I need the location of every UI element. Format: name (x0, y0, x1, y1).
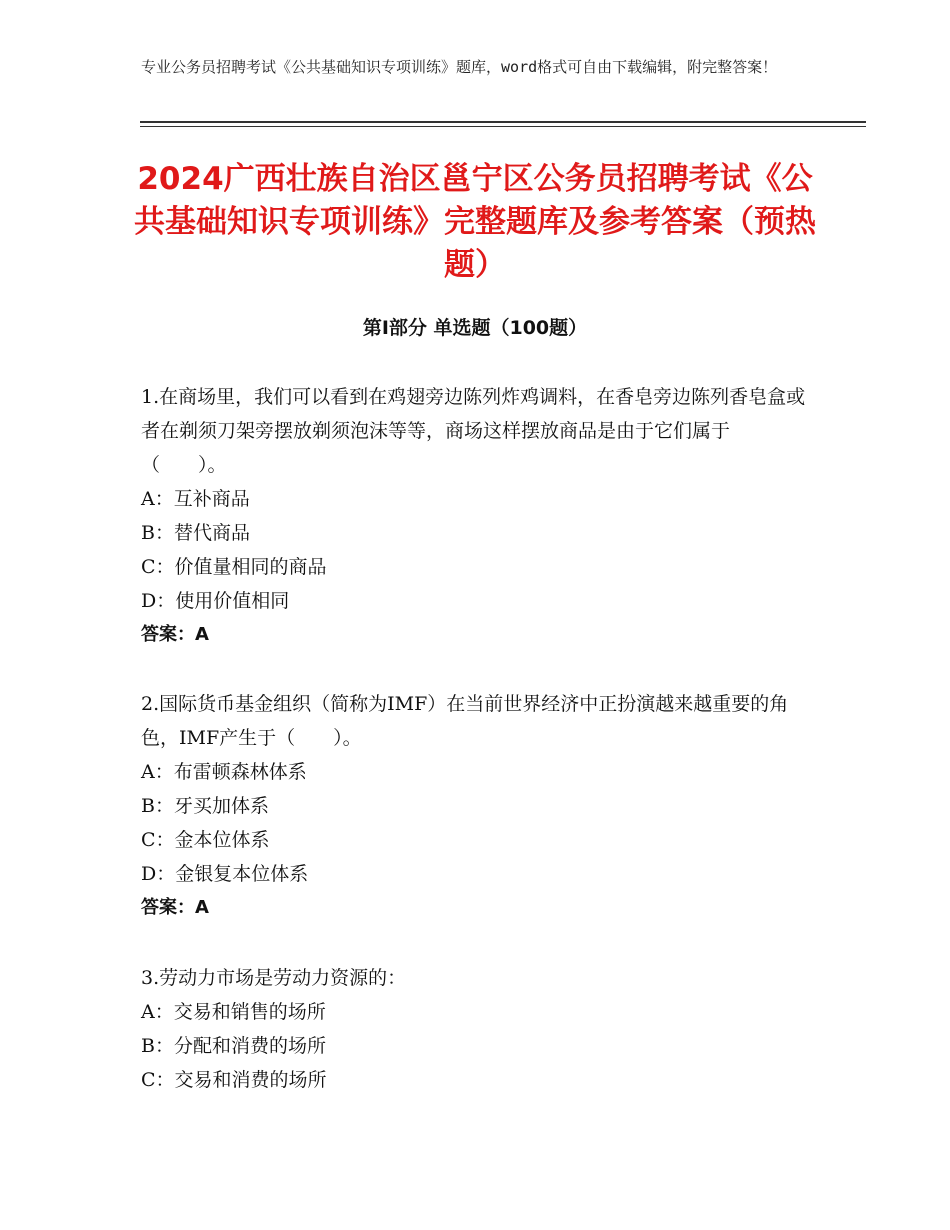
option-b: B：替代商品 (141, 522, 250, 544)
option-a: A：布雷顿森林体系 (141, 761, 307, 783)
question-stem: 1.在商场里，我们可以看到在鸡翅旁边陈列炸鸡调料，在香皂旁边陈列香皂盒或者在剃须刀架旁摆放剃须泡沫等等，商场这样摆放商品是由于它们属于（ ）。 (141, 386, 806, 476)
question-stem: 2.国际货币基金组织（简称为IMF）在当前世界经济中正扮演越来越重要的角色，IMF产生于（ ）。 (141, 693, 789, 749)
question-1 (141, 380, 811, 652)
option-b: B：分配和消费的场所 (141, 1035, 326, 1057)
question-stem: 3.劳动力市场是劳动力资源的： (141, 967, 407, 989)
option-c: C：交易和消费的场所 (141, 1069, 327, 1091)
answer-line: 答案：A (141, 624, 209, 645)
option-b: B：牙买加体系 (141, 795, 269, 817)
option-a: A：交易和销售的场所 (141, 1001, 326, 1023)
document-title: 2024广西壮族自治区邕宁区公务员招聘考试《公共基础知识专项训练》完整题库及参考答案（预热题） (134, 161, 816, 283)
question-3 (141, 961, 811, 1097)
option-c: C：金本位体系 (141, 829, 270, 851)
option-d: D：使用价值相同 (141, 590, 290, 612)
header-rule-thin (140, 126, 866, 127)
answer-line: 答案：A (141, 897, 209, 918)
option-a: A：互补商品 (141, 488, 250, 510)
header-rule-thick (140, 121, 866, 123)
header-note: 专业公务员招聘考试《公共基础知识专项训练》题库，word格式可自由下载编辑，附完整答案！ (141, 58, 778, 76)
question-2 (141, 687, 811, 925)
section-title: 第Ⅰ部分 单选题（100题） (362, 317, 588, 339)
option-d: D：金银复本位体系 (141, 863, 309, 885)
option-c: C：价值量相同的商品 (141, 556, 327, 578)
